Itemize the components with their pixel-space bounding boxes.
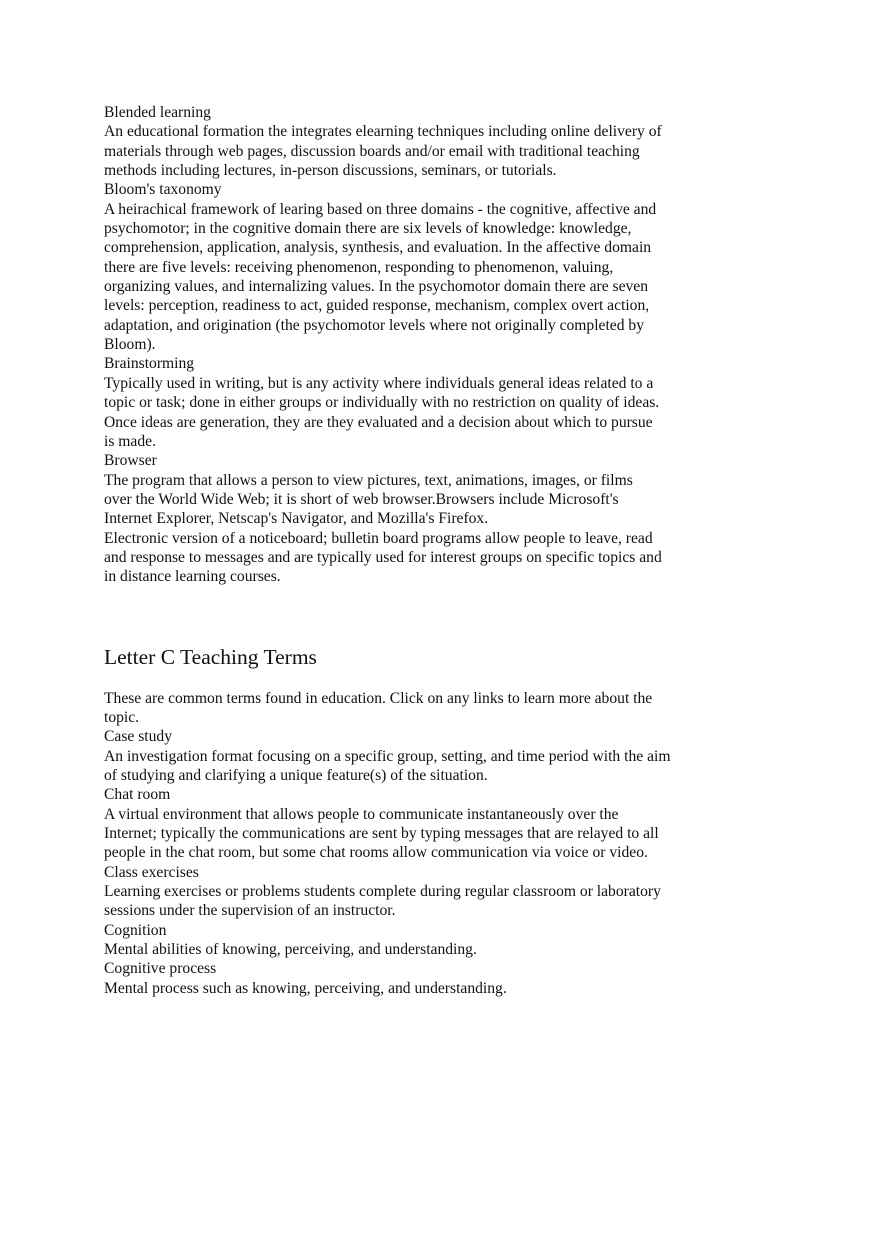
definition-line: of studying and clarifying a unique feature(s) of the situation. (104, 766, 488, 784)
definition-line: materials through web pages, discussion boards and/or email with traditional teaching (104, 142, 640, 160)
definition-line: levels: perception, readiness to act, guided response, mechanism, complex overt action, (104, 297, 650, 315)
term-title: Cognitive process (104, 960, 217, 978)
term-title: Chat room (104, 786, 171, 804)
definition-line: psychomotor; in the cognitive domain there are six levels of knowledge: knowledge, (104, 220, 632, 238)
definition-line: Internet Explorer, Netscap's Navigator, and Mozilla's Firefox. (104, 510, 489, 528)
heading-spacer (104, 670, 714, 689)
definition-line: there are five levels: receiving phenomenon, responding to phenomenon, valuing, (104, 258, 614, 276)
definition-line: An investigation format focusing on a specific group, setting, and time period with the aim (104, 747, 671, 765)
term-title: Bloom's taxonomy (104, 181, 222, 199)
section-spacer (104, 587, 714, 644)
definition-line: comprehension, application, analysis, synthesis, and evaluation. In the affective domain (104, 239, 652, 257)
definition-line: Once ideas are generation, they are they evaluated and a decision about which to pursue (104, 413, 653, 431)
term-title: Blended learning (104, 104, 211, 121)
definition-line: The program that allows a person to view pictures, text, animations, images, or films (104, 471, 633, 489)
intro-line: These are common terms found in education. Click on any links to learn more about the (104, 689, 653, 707)
definition-line: topic or task; done in either groups or individually with no restriction on quality of ideas. (104, 394, 660, 412)
definition-line: methods including lectures, in-person discussions, seminars, or tutorials. (104, 162, 557, 180)
section-heading: Letter C Teaching Terms (104, 644, 317, 669)
definition-line: Learning exercises or problems students complete during regular classroom or laboratory (104, 883, 661, 901)
definition-line: An educational formation the integrates elearning techniques including online delivery of (104, 123, 662, 141)
section-b (104, 103, 714, 587)
definition-line: over the World Wide Web; it is short of web browser.Browsers include Microsoft's (104, 490, 619, 508)
definition-line: adaptation, and origination (the psychomotor levels where not originally completed by (104, 316, 645, 334)
definition-line: Mental abilities of knowing, perceiving, and understanding. (104, 941, 477, 959)
definition-line: people in the chat room, but some chat rooms allow communication via voice or video. (104, 844, 648, 862)
section-c (104, 644, 714, 999)
definition-line: and response to messages and are typically used for interest groups on specific topics and (104, 548, 662, 566)
definition-line: in distance learning courses. (104, 568, 281, 586)
definition-line: Internet; typically the communications are sent by typing messages that are relayed to all (104, 825, 659, 842)
document-page (104, 103, 714, 998)
term-title: Cognition (104, 921, 167, 939)
definition-line: Bloom). (104, 336, 156, 354)
definition-line: A heirachical framework of learing based on three domains - the cognitive, affective and (104, 200, 657, 218)
definition-line: sessions under the supervision of an instructor. (104, 902, 396, 920)
definition-line: Typically used in writing, but is any activity where individuals general ideas related to a (104, 374, 654, 392)
term-title: Browser (104, 452, 157, 470)
intro-line: topic. (104, 708, 140, 726)
term-title: Case study (104, 728, 173, 746)
term-title: Class exercises (104, 863, 199, 881)
definition-line: Mental process such as knowing, perceiving, and understanding. (104, 979, 507, 997)
term-title: Brainstorming (104, 355, 195, 373)
definition-line: A virtual environment that allows people to communicate instantaneously over the (104, 805, 619, 823)
definition-line: is made. (104, 432, 156, 450)
definition-line: organizing values, and internalizing values. In the psychomotor domain there are seven (104, 278, 649, 296)
definition-line: Electronic version of a noticeboard; bulletin board programs allow people to leave, read (104, 529, 653, 547)
